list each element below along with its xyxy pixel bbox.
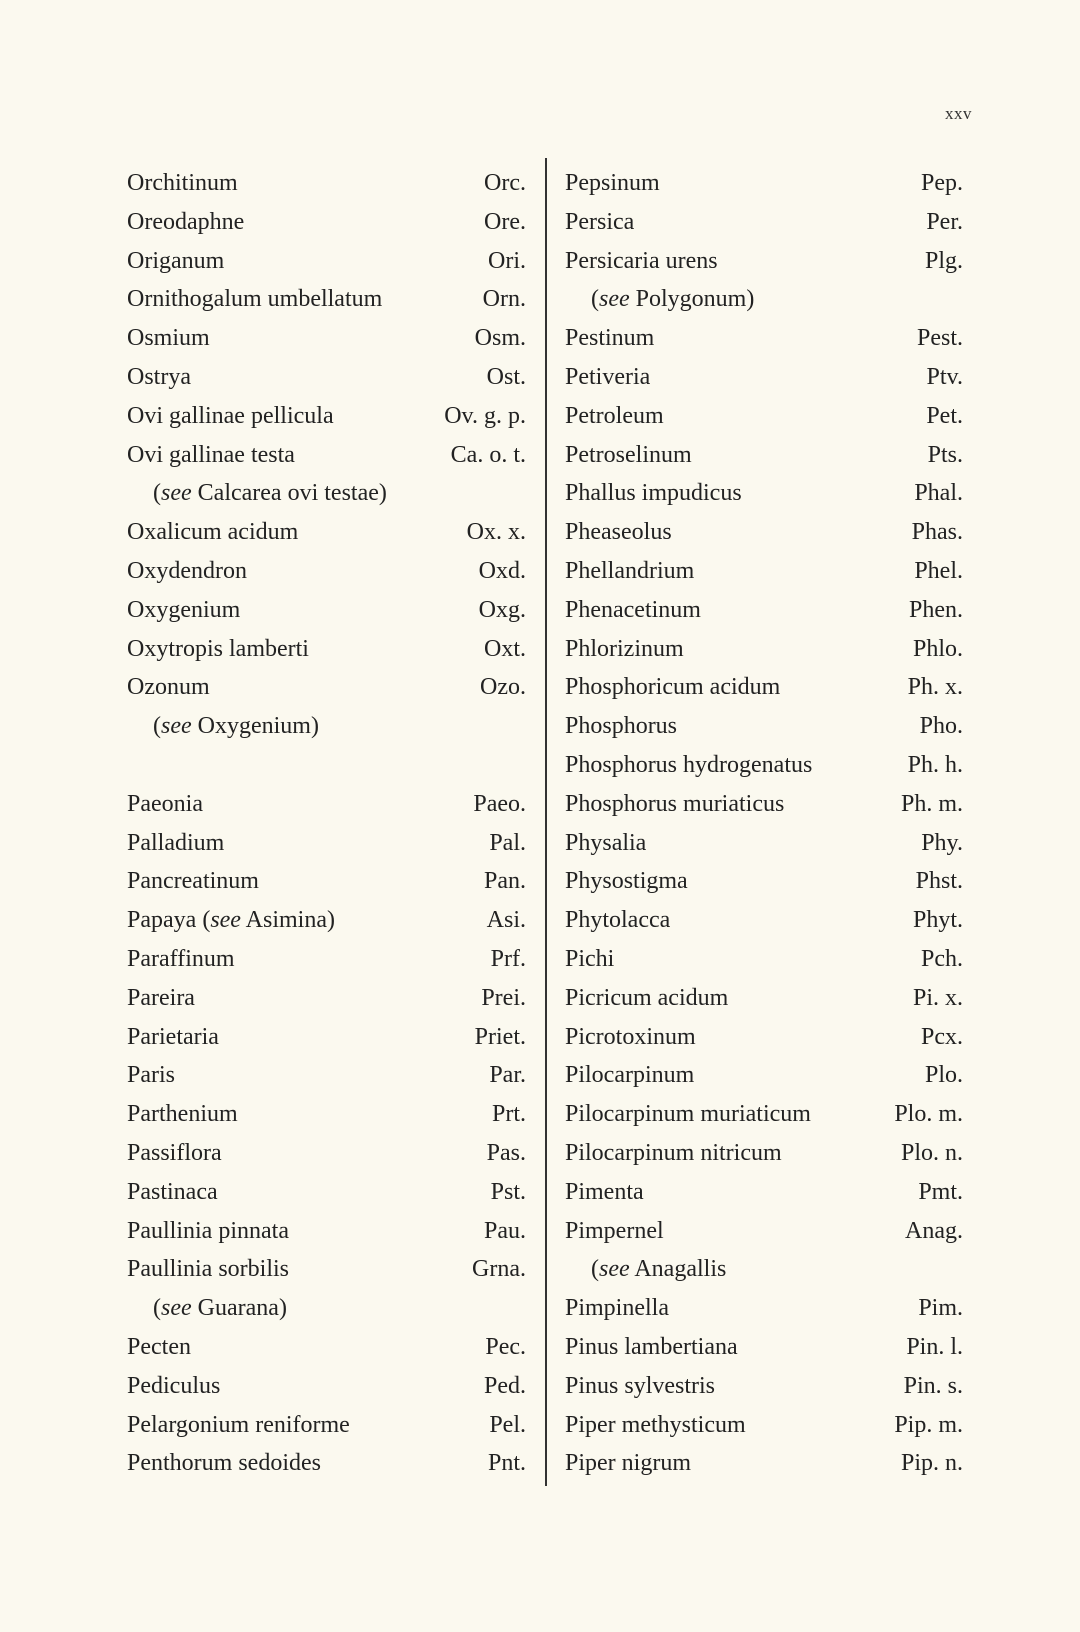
index-entry (127, 824, 526, 863)
index-entry (565, 1212, 963, 1251)
entry-term (565, 591, 701, 630)
entry-abbreviation: Pec. (485, 1333, 526, 1360)
entry-abbreviation: Pim. (918, 1295, 963, 1322)
entry-name: Phosphoricum acidum (565, 674, 781, 701)
entry-abbreviation: Pan. (484, 868, 526, 895)
entry-term (565, 1018, 696, 1057)
entry-term (127, 1367, 220, 1406)
entry-name: Pediculus (127, 1372, 221, 1399)
entry-abbreviation: Ox. x. (466, 519, 526, 546)
entry-name: Petiveria (565, 363, 651, 390)
entry-term (127, 630, 309, 669)
entry-abbreviation: Ov. g. p. (444, 402, 526, 429)
entry-name: Pinus sylvestris (565, 1372, 716, 1399)
entry-term (565, 1444, 691, 1483)
entry-term: (see Anagallis (591, 1256, 727, 1283)
entry-name: Pepsinum (565, 170, 660, 196)
entry-term (127, 591, 240, 630)
entry-name: Pareira (127, 984, 195, 1011)
entry-abbreviation: Ost. (486, 363, 526, 390)
column-divider (545, 158, 547, 1486)
entry-name: Parthenium (127, 1101, 238, 1128)
index-column-right (565, 164, 963, 1483)
index-entry (127, 397, 526, 436)
entry-term (127, 668, 210, 707)
entry-abbreviation: Pas. (486, 1139, 526, 1166)
entry-abbreviation: Par. (489, 1062, 526, 1089)
entry-term (127, 1134, 222, 1173)
index-entry (565, 979, 963, 1018)
entry-term (127, 552, 247, 591)
entry-term (127, 862, 259, 901)
see-label: see (210, 907, 241, 934)
index-entry (565, 203, 963, 242)
index-entry (565, 164, 963, 203)
entry-abbreviation: Paeo. (473, 790, 526, 817)
entry-term (127, 203, 244, 242)
entry-term (565, 1289, 669, 1328)
entry-term (127, 319, 210, 358)
entry-term (127, 1173, 218, 1212)
index-entry (127, 358, 526, 397)
entry-term (565, 513, 672, 552)
entry-term (565, 552, 694, 591)
entry-term: (see Guarana) (153, 1295, 287, 1322)
entry-abbreviation: Phyt. (912, 907, 963, 934)
index-entry (127, 513, 526, 552)
index-entry (127, 630, 526, 669)
entry-term: (see Calcarea ovi testae) (153, 480, 387, 507)
entry-abbreviation: Pin. l. (906, 1333, 963, 1360)
entry-name: Parietaria (127, 1023, 219, 1050)
see-reference-line (127, 707, 526, 746)
index-entry (565, 1367, 963, 1406)
entry-term (127, 1444, 321, 1483)
index-entry (127, 979, 526, 1018)
index-entry (565, 552, 963, 591)
entry-term (565, 824, 646, 863)
index-entry (127, 1250, 526, 1289)
index-entry (565, 242, 963, 281)
entry-term (127, 164, 238, 203)
entry-name: Petroleum (565, 402, 664, 429)
entry-term (565, 1095, 811, 1134)
see-reference-line (565, 280, 963, 319)
entry-abbreviation: Plo. (924, 1062, 963, 1089)
index-entry (565, 474, 963, 513)
entry-name: Ostrya (127, 363, 191, 390)
entry-abbreviation: Pet. (926, 402, 963, 429)
entry-name: Ovi gallinae pellicula (127, 402, 334, 429)
index-entry (127, 242, 526, 281)
see-reference-line (127, 1289, 526, 1328)
entry-name: Pestinum (565, 325, 655, 352)
entry-term (565, 1328, 738, 1367)
blank-line (127, 746, 526, 785)
entry-name: Piper nigrum (565, 1450, 691, 1477)
entry-term (565, 785, 784, 824)
entry-name: Oxalicum acidum (127, 519, 299, 546)
entry-abbreviation: Grna. (472, 1256, 526, 1283)
entry-abbreviation: Orn. (482, 286, 526, 313)
entry-abbreviation: Ore. (484, 208, 526, 235)
entry-term (565, 1056, 694, 1095)
index-entry (565, 746, 963, 785)
entry-term (127, 1328, 191, 1367)
entry-name: Persica (565, 208, 635, 235)
entry-abbreviation: Phlo. (912, 635, 963, 662)
entry-abbreviation: Pi. x. (912, 984, 963, 1011)
entry-name: Picricum acidum (565, 984, 729, 1011)
entry-abbreviation: Pel. (489, 1411, 526, 1438)
index-entry (127, 1056, 526, 1095)
entry-abbreviation: Pal. (489, 829, 526, 856)
entry-abbreviation: Ph. m. (900, 790, 963, 817)
entry-abbreviation: Oxd. (478, 557, 526, 584)
entry-term: (see Oxygenium) (153, 713, 319, 740)
entry-abbreviation: Plo. n. (900, 1139, 963, 1166)
entry-name: Phlorizinum (565, 635, 684, 662)
index-entry (565, 1018, 963, 1057)
entry-term (127, 940, 235, 979)
index-entry (565, 1056, 963, 1095)
index-entry (127, 1018, 526, 1057)
see-target: Asimina (245, 907, 327, 934)
entry-term (565, 1173, 644, 1212)
index-entry (565, 785, 963, 824)
index-column-left (127, 164, 526, 1483)
entry-term (127, 513, 298, 552)
entry-name: Phytolacca (565, 907, 671, 934)
index-entry (127, 901, 526, 940)
index-entry (127, 591, 526, 630)
index-entry (127, 164, 526, 203)
index-entry (127, 1367, 526, 1406)
entry-abbreviation: Pest. (916, 325, 963, 352)
see-label: see (599, 286, 630, 313)
entry-term (127, 824, 224, 863)
index-entry (565, 1406, 963, 1445)
entry-name: Oxytropis lamberti (127, 635, 309, 662)
entry-abbreviation: Prei. (481, 984, 526, 1011)
see-label: see (599, 1256, 630, 1283)
entry-name: Paeonia (127, 790, 203, 817)
entry-abbreviation: Oxg. (478, 596, 526, 623)
see-label: see (161, 713, 192, 740)
entry-abbreviation: Pts. (927, 441, 963, 468)
index-entry (565, 591, 963, 630)
entry-term (565, 630, 684, 669)
entry-abbreviation: Per. (926, 208, 963, 235)
entry-abbreviation: Pin. s. (903, 1372, 963, 1399)
entry-name: Pimpinella (565, 1295, 669, 1322)
entry-name: Phosphorus muriaticus (565, 790, 785, 817)
page-number: xxv (945, 104, 972, 123)
see-target: Oxygenium (197, 713, 311, 740)
entry-name: Pilocarpinum nitricum (565, 1139, 782, 1166)
entry-name: Oxydendron (127, 557, 247, 584)
entry-term (565, 1367, 715, 1406)
entry-term (565, 901, 670, 940)
entry-term: (see Polygonum) (591, 286, 755, 313)
entry-term (565, 1134, 782, 1173)
entry-name: Pecten (127, 1333, 191, 1360)
entry-abbreviation: Pho. (919, 713, 963, 740)
entry-term (127, 1056, 175, 1095)
entry-abbreviation: Phal. (914, 480, 963, 507)
entry-term (127, 397, 334, 436)
entry-term (127, 1406, 350, 1445)
entry-name: Origanum (127, 247, 225, 274)
entry-abbreviation: Pnt. (487, 1450, 526, 1477)
see-target: Polygonum (635, 286, 747, 313)
entry-term (127, 979, 195, 1018)
see-target: Anagallis (634, 1256, 727, 1283)
index-entry (127, 436, 526, 475)
index-entry (127, 552, 526, 591)
index-entry (565, 668, 963, 707)
index-entry (127, 319, 526, 358)
entry-abbreviation: Priet. (474, 1023, 526, 1050)
entry-name: Pelargonium reniforme (127, 1411, 350, 1438)
see-target: Guarana (197, 1295, 279, 1322)
index-entry (127, 1095, 526, 1134)
index-entry (127, 1212, 526, 1251)
entry-term (565, 319, 654, 358)
entry-term (565, 203, 634, 242)
entry-name: Paullinia sorbilis (127, 1256, 289, 1283)
entry-abbreviation: Ph. x. (907, 674, 963, 701)
entry-term (127, 358, 191, 397)
entry-term (565, 436, 692, 475)
entry-name: Picrotoxinum (565, 1023, 696, 1050)
entry-term (565, 358, 650, 397)
index-entry (127, 1328, 526, 1367)
entry-term (565, 746, 812, 785)
entry-term (565, 979, 728, 1018)
entry-name: Paris (127, 1062, 175, 1089)
see-reference-line (565, 1250, 963, 1289)
entry-term (127, 1212, 289, 1251)
entry-term (565, 862, 688, 901)
entry-abbreviation: Pau. (484, 1217, 526, 1244)
entry-name: Palladium (127, 829, 225, 856)
entry-term (565, 242, 718, 281)
entry-name: Ozonum (127, 674, 210, 701)
index-entry (565, 436, 963, 475)
entry-abbreviation: Osm. (474, 325, 526, 352)
entry-abbreviation: Pip. m. (894, 1411, 963, 1438)
index-entry (565, 901, 963, 940)
index-entry (565, 1444, 963, 1483)
entry-abbreviation: Pep. (921, 170, 963, 196)
entry-name: Pichi (565, 945, 615, 972)
entry-term (127, 280, 382, 319)
entry-name: Phellandrium (565, 557, 695, 584)
entry-name: Papaya (127, 907, 197, 934)
entry-abbreviation: Pcx. (921, 1023, 963, 1050)
entry-name: Phallus impudicus (565, 480, 742, 507)
entry-abbreviation: Ptv. (926, 363, 963, 390)
index-entry (565, 707, 963, 746)
entry-name: Physalia (565, 829, 647, 856)
entry-name: Persicaria urens (565, 247, 718, 274)
index-entry (127, 1444, 526, 1483)
entry-abbreviation: Pch. (921, 945, 963, 972)
index-entry (127, 280, 526, 319)
entry-name: Paullinia pinnata (127, 1217, 289, 1244)
entry-abbreviation: Phen. (909, 596, 963, 623)
index-entry (565, 1173, 963, 1212)
index-entry (565, 862, 963, 901)
entry-abbreviation: Oxt. (484, 635, 526, 662)
entry-abbreviation: Ca. o. t. (450, 441, 526, 468)
see-target: Calcarea ovi testae (197, 480, 379, 507)
entry-name: Pastinaca (127, 1178, 218, 1205)
entry-name: Oreodaphne (127, 208, 245, 235)
index-entry (565, 1289, 963, 1328)
entry-abbreviation: Pst. (490, 1178, 526, 1205)
entry-name: Ovi gallinae testa (127, 441, 295, 468)
entry-abbreviation: Phel. (914, 557, 963, 584)
entry-term (565, 164, 660, 203)
index-entry (565, 513, 963, 552)
entry-name: Osmium (127, 325, 210, 352)
entry-name: Pilocarpinum (565, 1062, 695, 1089)
entry-term (565, 940, 614, 979)
entry-term (565, 397, 664, 436)
entry-abbreviation: Ozo. (480, 674, 526, 701)
entry-term (127, 1018, 219, 1057)
index-entry (565, 630, 963, 669)
entry-abbreviation: Phas. (911, 519, 963, 546)
index-entry (565, 1328, 963, 1367)
index-entry (127, 785, 526, 824)
entry-abbreviation: Ped. (484, 1372, 526, 1399)
entry-term (565, 1212, 664, 1251)
entry-abbreviation: Plg. (924, 247, 963, 274)
index-entry (127, 862, 526, 901)
index-entry (565, 1095, 963, 1134)
index-entry (565, 358, 963, 397)
entry-name: Piper methysticum (565, 1411, 746, 1438)
index-entry (127, 203, 526, 242)
index-entry (127, 940, 526, 979)
entry-name: Oxygenium (127, 596, 241, 623)
entry-name: Phosphorus hydrogenatus (565, 751, 813, 778)
entry-abbreviation: Prt. (491, 1101, 526, 1128)
entry-term (565, 1406, 746, 1445)
index-entry (127, 668, 526, 707)
index-entry (565, 319, 963, 358)
entry-term (565, 707, 677, 746)
entry-term (127, 1095, 238, 1134)
entry-term (565, 474, 742, 513)
entry-abbreviation: Plo. m. (894, 1101, 963, 1128)
entry-term (127, 436, 295, 475)
entry-name: Ornithogalum umbellatum (127, 286, 383, 313)
entry-abbreviation: Phy. (921, 829, 963, 856)
index-entry (127, 1173, 526, 1212)
entry-name: Pimenta (565, 1178, 644, 1205)
index-entry (565, 940, 963, 979)
entry-term (565, 668, 780, 707)
index-entry (127, 1134, 526, 1173)
entry-term (127, 242, 224, 281)
entry-name: Pinus lambertiana (565, 1333, 738, 1360)
see-label: see (161, 480, 192, 507)
index-entry (565, 1134, 963, 1173)
entry-term: Papaya (see Asimina) (127, 907, 335, 934)
entry-name: Paraffinum (127, 945, 235, 972)
entry-abbreviation: Orc. (484, 170, 526, 196)
entry-abbreviation: Prf. (490, 945, 526, 972)
entry-abbreviation: Pip. n. (900, 1450, 963, 1477)
entry-name: Pilocarpinum muriaticum (565, 1101, 811, 1128)
entry-abbreviation: Ph. h. (907, 751, 963, 778)
entry-abbreviation: Ori. (488, 247, 526, 274)
entry-name: Penthorum sedoides (127, 1450, 321, 1477)
index-entry (565, 397, 963, 436)
entry-name: Pheaseolus (565, 519, 672, 546)
index-entry (127, 1406, 526, 1445)
entry-name: Phenacetinum (565, 596, 701, 623)
entry-name: Phosphorus (565, 713, 678, 740)
entry-name: Pimpernel (565, 1217, 664, 1244)
see-reference-line (127, 474, 526, 513)
entry-name: Pancreatinum (127, 868, 259, 895)
index-entry (565, 824, 963, 863)
entry-abbreviation: Asi. (486, 907, 526, 934)
entry-term (127, 1250, 289, 1289)
entry-abbreviation: Anag. (905, 1217, 963, 1244)
entry-name: Petroselinum (565, 441, 692, 468)
entry-name: Orchitinum (127, 170, 238, 196)
entry-abbreviation: Pmt. (918, 1178, 963, 1205)
entry-abbreviation: Phst. (915, 868, 963, 895)
entry-name: Passiflora (127, 1139, 222, 1166)
entry-term (127, 785, 203, 824)
see-label: see (161, 1295, 192, 1322)
entry-name: Physostigma (565, 868, 688, 895)
